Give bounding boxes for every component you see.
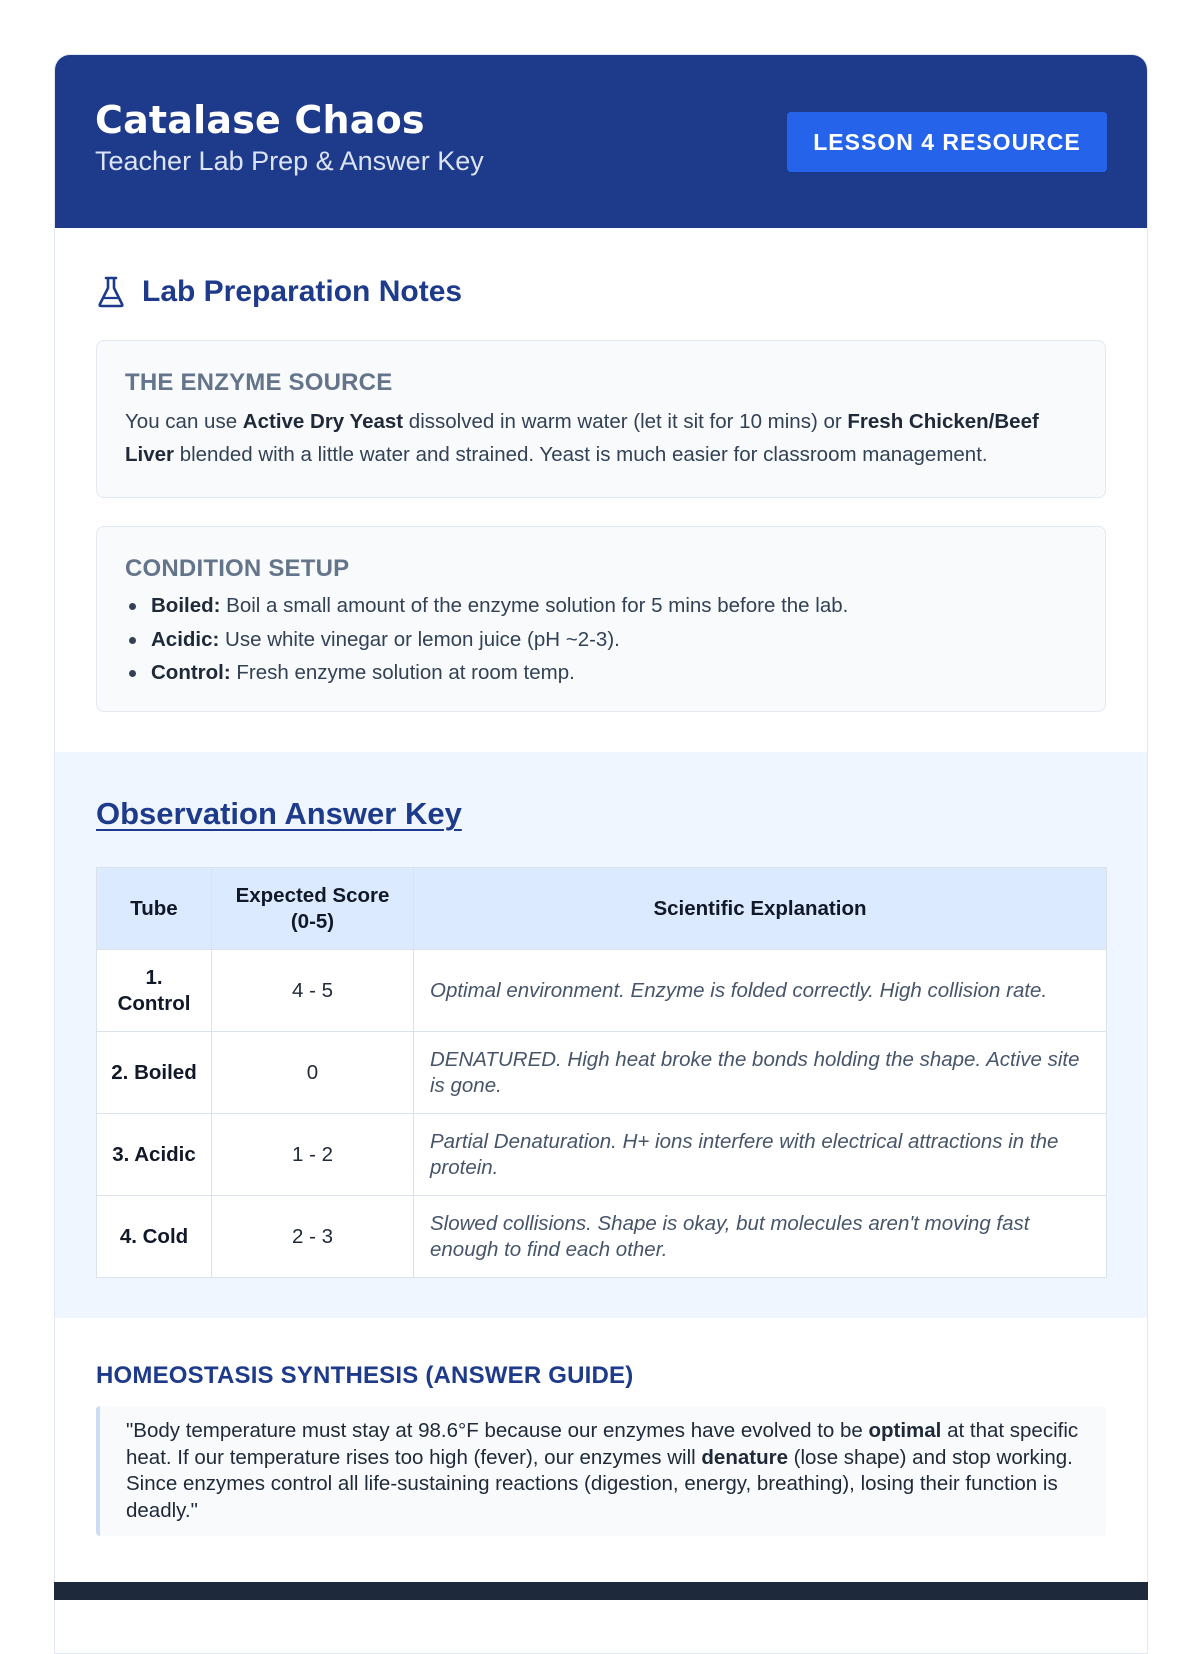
score-cell: 4 - 5 (212, 950, 414, 1032)
text-run: at that specific heat. If our temperature rises too high (fever), our enzymes will (126, 1419, 1079, 1469)
text-run: blended with a little water and strained. Yeast is much easier for classroom management. (174, 443, 988, 466)
synthesis-title: HOMEOSTASIS SYNTHESIS (ANSWER GUIDE) (96, 1362, 634, 1389)
tube-cell: 3. Acidic (97, 1114, 212, 1196)
text-run: dissolved in warm water (let it sit for 10 mins) or (403, 410, 848, 433)
enzyme-source-box (96, 340, 1106, 498)
text-run: "Body temperature must stay at 98.6°F because our enzymes have evolved to be (126, 1419, 869, 1442)
answer-key-section (55, 752, 1147, 1318)
page-title: Catalase Chaos (95, 98, 425, 142)
bold-run: denature (701, 1445, 788, 1469)
answer-key-title: Observation Answer Key (96, 796, 462, 831)
bold-run: Active Dry Yeast (242, 410, 404, 433)
bold-run: optimal (868, 1419, 942, 1442)
column-header: Scientific Explanation (414, 868, 1107, 950)
page-subtitle: Teacher Lab Prep & Answer Key (95, 146, 484, 176)
condition-list (125, 589, 1077, 690)
explanation-cell: DENATURED. High heat broke the bonds holding the shape. Active site is gone. (414, 1032, 1107, 1114)
list-item (125, 589, 1077, 623)
score-cell: 0 (212, 1032, 414, 1114)
column-header: Expected Score (0-5) (212, 868, 414, 950)
item-text: Fresh enzyme solution at room temp. (230, 661, 575, 684)
enzyme-source-text (125, 405, 1077, 471)
lab-prep-title: Lab Preparation Notes (142, 275, 463, 308)
explanation-cell: Slowed collisions. Shape is okay, but molecules aren't moving fast enough to find each other. (414, 1196, 1107, 1278)
synthesis-quote (96, 1406, 1106, 1536)
footer-bar (54, 1582, 1148, 1600)
table-row (97, 950, 1107, 1032)
text-run: You can use (125, 410, 243, 433)
table-row (97, 1032, 1107, 1114)
list-item (125, 623, 1077, 657)
explanation-cell: Optimal environment. Enzyme is folded correctly. High collision rate. (414, 950, 1107, 1032)
item-text: Use white vinegar or lemon juice (pH ~2-3). (219, 627, 620, 651)
tube-cell: 2. Boiled (97, 1032, 212, 1114)
synthesis-section (55, 1318, 1147, 1576)
lesson-badge: LESSON 4 RESOURCE (787, 112, 1107, 172)
tube-cell: 4. Cold (97, 1196, 212, 1278)
column-header: Tube (97, 868, 212, 950)
item-label: Control: (151, 661, 231, 684)
tube-cell: 1. Control (97, 950, 212, 1032)
answer-key-table (96, 867, 1107, 1278)
table-row (97, 1196, 1107, 1278)
resource-card (54, 54, 1148, 1654)
flask-icon (96, 275, 126, 309)
condition-setup-box (96, 526, 1106, 712)
lab-prep-heading (96, 272, 1106, 312)
condition-setup-heading: CONDITION SETUP (125, 555, 350, 582)
item-label: Acidic: (151, 627, 220, 651)
item-text: Boil a small amount of the enzyme solution for 5 mins before the lab. (220, 594, 849, 617)
table-header-row (97, 868, 1107, 950)
bold-run: Fresh Chicken/Beef Liver (125, 410, 1039, 466)
explanation-cell: Partial Denaturation. H+ ions interfere with electrical attractions in the protein. (414, 1114, 1107, 1196)
text-run: (lose shape) and stop working. Since enzymes control all life-sustaining reactions (digestion, energy, breathing), losing their function is deadly." (126, 1445, 1073, 1522)
score-cell: 1 - 2 (212, 1114, 414, 1196)
table-row (97, 1114, 1107, 1196)
item-label: Boiled: (151, 594, 221, 617)
header (55, 55, 1147, 228)
lab-prep-section (55, 228, 1147, 752)
list-item (125, 656, 1077, 690)
score-cell: 2 - 3 (212, 1196, 414, 1278)
enzyme-source-heading: THE ENZYME SOURCE (125, 369, 393, 396)
